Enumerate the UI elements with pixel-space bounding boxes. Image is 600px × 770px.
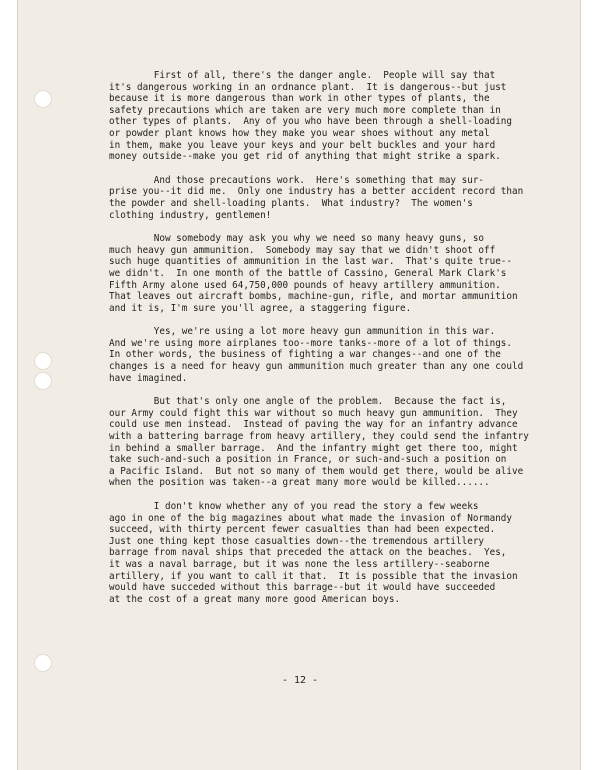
paragraph [109,175,549,221]
text-line: I don't know whether any of you read the story a few weeks [109,501,479,512]
text-line: could use men instead. Instead of paving the way for an infantry advance [109,419,518,431]
punch-hole-top [34,90,52,108]
text-line: safety precautions which are taken are very much more complete than in [109,104,501,116]
text-line: ago in one of the big magazines about what made the invasion of Normandy [109,512,512,524]
text-line: artillery, if you want to call it that. It is possible that the invasion [109,570,518,582]
text-line: the powder and shell-loading plants. What industry? The women's [109,197,473,209]
text-line: succeed, with thirty percent fewer casualties than had been expected. [109,524,496,536]
text-line: And we're using more airplanes too--more tanks--more of a lot of things. [109,337,512,349]
text-line: such huge quantities of ammunition in the last war. That's quite true-- [109,256,512,268]
text-line: other types of plants. Any of you who have been through a shell-loading [109,116,512,128]
text-line: it was a naval barrage, but it was none the less artillery--seaborne [109,558,490,570]
punch-hole-middle-1 [34,352,52,370]
text-line: changes is a need for heavy gun ammunition much greater than any one could [109,361,524,373]
paragraph [109,501,549,605]
text-line: our Army could fight this war without so much heavy gun ammunition. They [109,407,518,419]
text-line: Just one thing kept those casualties down--the tremendous artillery [109,535,485,547]
text-line: much heavy gun ammunition. Somebody may say that we didn't shoot off [109,244,496,256]
paragraph [109,396,549,489]
text-line: And those precautions work. Here's something that may sur- [109,174,485,186]
text-line: would have succeded without this barrage--but it would have succeeded [109,582,496,594]
text-line: in them, make you leave your keys and your belt buckles and your hard [109,139,496,151]
text-line: have imagined. [109,372,188,384]
text-line: In other words, the business of fighting a war changes--and one of the [109,349,501,361]
text-line: Now somebody may ask you why we need so many heavy guns, so [109,233,485,245]
text-line: clothing industry, gentlemen! [109,209,272,221]
text-line: barrage from naval ships that preceded the attack on the beaches. Yes, [109,547,507,559]
paragraph [109,70,549,163]
text-line: Fifth Army alone used 64,750,000 pounds of heavy artillery ammunition. [109,279,501,291]
paragraph [109,326,549,384]
text-line: a Pacific Island. But not so many of them would get there, would be alive [109,465,524,477]
text-line: we didn't. In one month of the battle of Cassino, General Mark Clark's [109,267,507,279]
text-line: and it is, I'm sure you'll agree, a staggering figure. [109,302,412,314]
text-line: with a battering barrage from heavy artillery, they could send the infantry [109,431,529,443]
text-line: or powder plant knows how they make you wear shoes without any metal [109,127,490,139]
text-line: take such-and-such a position in France, or such-and-such a position on [109,454,507,466]
text-line: when the position was taken--a great many more would be killed...... [109,477,490,489]
text-line: Yes, we're using a lot more heavy gun ammunition in this war. [109,326,496,338]
text-line: at the cost of a great many more good American boys. [109,593,401,605]
page-number: - 12 - [281,675,319,686]
text-line: in behind a smaller barrage. And the infantry might get there too, might [109,442,518,454]
document-body [109,70,549,617]
text-line: But that's only one angle of the problem. Because the fact is, [109,396,507,408]
paragraph [109,233,549,314]
text-line: First of all, there's the danger angle. People will say that [109,70,496,81]
text-line: because it is more dangerous than work in other types of plants, the [109,93,490,105]
text-line: That leaves out aircraft bombs, machine-gun, rifle, and mortar ammunition [109,291,518,303]
text-line: it's dangerous working in an ordnance plant. It is dangerous--but just [109,81,507,93]
punch-hole-bottom [34,654,52,672]
punch-hole-middle-2 [34,372,52,390]
text-line: money outside--make you get rid of anything that might strike a spark. [109,151,501,163]
text-line: prise you--it did me. Only one industry has a better accident record than [109,186,524,198]
